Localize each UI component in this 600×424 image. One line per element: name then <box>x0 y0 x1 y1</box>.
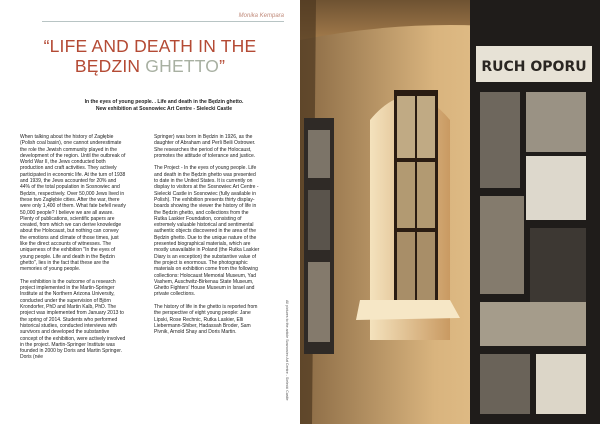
panel-heading: RUCH OPORU <box>481 59 587 75</box>
title-part1: LIFE AND DEATH IN THE <box>49 36 257 56</box>
paragraph: The exhibition is the outcome of a research project implemented in the Martin-Springer Institute at the Northern Arizona University, conducted under the supervision of Björn Krondorfer, PhD and Martin Kalb, PhD. The project was implemented from January 2013 to the spring of 2014. Students who performed historical studies, conducted interviews with survivors and developed the substantive concept of the exhibition, were actively involved in the project. Martin-Springer Institute was founded in 2000 by Doris and Martin Springer. Doris (née <box>20 278 126 361</box>
panel-photo <box>480 354 530 414</box>
article-subtitle <box>40 99 288 112</box>
header-rule <box>42 21 284 22</box>
exhibition-photo <box>300 0 600 424</box>
author-name: Monika Kempara <box>238 13 284 19</box>
panel-photo <box>308 262 330 342</box>
panel-photo <box>530 228 586 310</box>
paragraph: When talking about the history of Zagłębie (Polish coal basin), one cannot underestimate the role the Jewish community played in the development of the region. Until the outbreak of World War II, the Jews conducted both production and craft activities. They actively participated in economic life. At the turn of 1938 and 1939, the Jews accounted for 20% and 44% of the total population in Sosnowiec and Będzin, respectively. Over 50,000 Jews lived in these two Zagłębie cities. After the war, there were only 1,400 of them. What fate befell nearly 50,000 people? I believe we are all aware. Plenty of publications, scientific papers are created, from which we can derive knowledge about the Holocaust, but nothing can convey the emotions and climate of those times, just like the direct accounts of witnesses. The uniqueness of the exhibition "In the eyes of young people. Life and death in the Będzin ghetto", lies in the fact that these are the memories of young people. <box>20 134 126 273</box>
title-close-quote: ” <box>219 56 226 76</box>
panel-photo <box>480 302 586 346</box>
body-column-1 <box>20 134 126 367</box>
paragraph: The Project - In the eyes of young people. Life and death in the Będzin ghetto was presented to date in the United States. It is currently on display to visitors at the Sosnowiec Art Centre - Sielecki Castle in Sosnowiec (fully available in Polish). The exhibition presents thirty display-boards showing the viewer the history of life in the Będzin ghetto, and collections from the Rutka Laskier Foundation, consisting of extremely valuable historical and sentimental authentic objects discovered in the area of the Będzin ghetto. Due to the unique nature of the presented biographical materials, which are mostly unavailable in Poland (the Rutka Laskier Diary is an exception) the substantive value of the project is enormous. The photographic materials on exhibition come from the following collections: Holocaust Memorial Museum, Yad Vashem, Auschwitz-Birkenau State Museum, Ghetto Fighters' House Museum in Israel and private collections. <box>154 165 260 298</box>
panel-photo <box>526 92 586 152</box>
panel-text-block <box>526 156 586 220</box>
gallery-room-illustration <box>300 0 600 424</box>
title-open-quote: “ <box>43 36 50 56</box>
panel-text-block <box>536 354 586 414</box>
paragraph: Springer) was born in Będzin in 1926, as the daughter of Abraham and Perli Beili Ostrower. She researches the period of the Holocaust, promotes the attitude of tolerance and justice. <box>154 134 256 159</box>
panel-photo <box>480 92 520 188</box>
window-sill <box>356 300 460 320</box>
article-title-line2 <box>0 56 300 76</box>
title-part2: BĘDZIN <box>74 56 146 76</box>
subtitle-line1: In the eyes of young people. . Life and death in the Będzin ghetto. <box>84 99 244 105</box>
body-column-2 <box>154 134 260 342</box>
title-accent: GHETTO <box>145 56 220 76</box>
photo-caption: All pictures to the article Sosnowiec Art Centre - Sielecki Castle <box>285 300 289 401</box>
panel-photo <box>308 190 330 250</box>
panel-photo <box>480 196 524 294</box>
panel-photo <box>308 130 330 178</box>
subtitle-line2: New exhibition at Sosnowiec Art Centre - Sielecki Castle <box>95 105 233 112</box>
paragraph: The history of life in the ghetto is reported from the perspective of eight young people: Jane Lipski, Rose Rechnic, Rutka Laskier, Elli Liebermann-Shiber, Hadassah Broder, Sam Pivnik, Arnold Shay and Doris Martin. <box>154 304 258 336</box>
article-title-line1 <box>0 36 300 56</box>
